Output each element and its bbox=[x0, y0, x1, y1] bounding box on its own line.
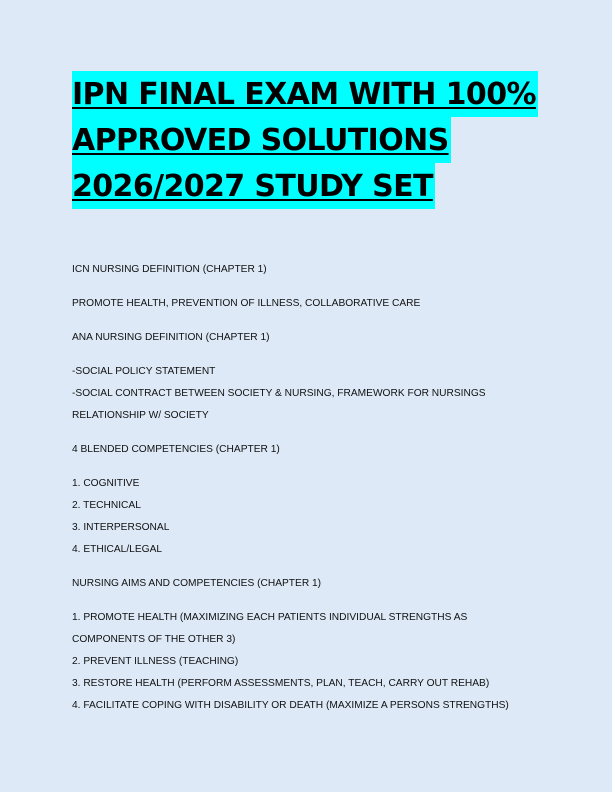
document-item bbox=[72, 607, 542, 717]
document-item bbox=[72, 573, 542, 595]
document-text-line: 1. COGNITIVE bbox=[72, 478, 140, 489]
document-text-line: PROMOTE HEALTH, PREVENTION OF ILLNESS, COLLABORATIVE CARE bbox=[72, 298, 421, 309]
title-row bbox=[72, 163, 532, 209]
document-text-line: ICN NURSING DEFINITION (CHAPTER 1) bbox=[72, 264, 267, 275]
document-item bbox=[72, 259, 542, 281]
title-line-3: 2026/2027 STUDY SET bbox=[72, 163, 435, 209]
document-text-line: RELATIONSHIP W/ SOCIETY bbox=[72, 410, 209, 421]
title-line-1: IPN FINAL EXAM WITH 100% bbox=[72, 71, 538, 117]
document-text-line: 1. PROMOTE HEALTH (MAXIMIZING EACH PATIENTS INDIVIDUAL STRENGTHS AS bbox=[72, 612, 468, 623]
title-row bbox=[72, 71, 536, 117]
document-item bbox=[72, 327, 542, 349]
document-body bbox=[72, 259, 542, 729]
document-text-line: 2. PREVENT ILLNESS (TEACHING) bbox=[72, 656, 239, 667]
document-text-line: -SOCIAL CONTRACT BETWEEN SOCIETY & NURSING, FRAMEWORK FOR NURSINGS bbox=[72, 388, 486, 399]
document-text-line: COMPONENTS OF THE OTHER 3) bbox=[72, 634, 236, 645]
document-title bbox=[72, 71, 536, 209]
document-text-line: 4. ETHICAL/LEGAL bbox=[72, 544, 163, 555]
document-text-line: NURSING AIMS AND COMPETENCIES (CHAPTER 1) bbox=[72, 578, 322, 589]
document-item bbox=[72, 361, 542, 427]
document-text-line: 4. FACILITATE COPING WITH DISABILITY OR DEATH (MAXIMIZE A PERSONS STRENGTHS) bbox=[72, 700, 509, 711]
document-text-line: 3. RESTORE HEALTH (PERFORM ASSESSMENTS, PLAN, TEACH, CARRY OUT REHAB) bbox=[72, 678, 490, 689]
document-text-line: ANA NURSING DEFINITION (CHAPTER 1) bbox=[72, 332, 270, 343]
document-text-line: 4 BLENDED COMPETENCIES (CHAPTER 1) bbox=[72, 444, 280, 455]
document-text-line: 2. TECHNICAL bbox=[72, 500, 141, 511]
document-item bbox=[72, 293, 542, 315]
document-item bbox=[72, 473, 542, 561]
document-text-line: -SOCIAL POLICY STATEMENT bbox=[72, 366, 216, 377]
document-item bbox=[72, 439, 542, 461]
title-line-2: APPROVED SOLUTIONS bbox=[72, 117, 451, 163]
title-row bbox=[72, 117, 532, 163]
document-text-line: 3. INTERPERSONAL bbox=[72, 522, 170, 533]
